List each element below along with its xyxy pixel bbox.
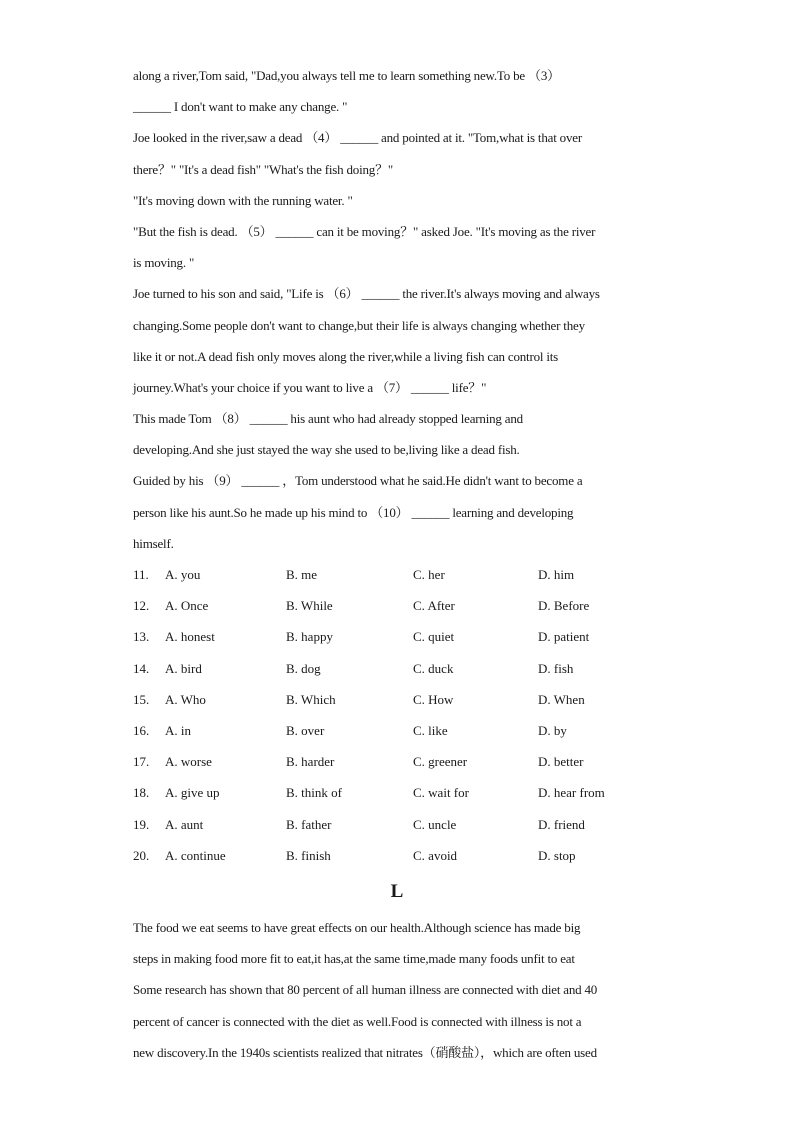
question-row: [133, 777, 673, 808]
question-number: 19.: [133, 816, 150, 832]
option-b: B. dog: [286, 660, 321, 676]
passage-line: there？" "It's a dead fish" "What's the fish doing？": [133, 161, 394, 177]
passage-line: Some research has shown that 80 percent of all human illness are connected with diet and 40: [133, 982, 598, 998]
option-b: B. finish: [286, 847, 331, 863]
option-a: A. aunt: [165, 816, 204, 832]
option-a: A. you: [165, 567, 201, 582]
option-a: A. Who: [165, 691, 206, 707]
passage-line: journey.What's your choice if you want to live a （7） ______ life？": [133, 379, 487, 395]
option-d: D. Before: [538, 598, 590, 614]
passage-line: is moving. ": [133, 255, 195, 271]
question-row: [133, 590, 673, 621]
passage-line: new discovery.In the 1940s scientists realized that nitrates（硝酸盐），which are often used: [133, 1044, 597, 1060]
passage-line: The food we eat seems to have great effects on our health.Although science has made big: [133, 920, 581, 935]
option-b: B. happy: [286, 629, 333, 645]
passage-line: steps in making food more fit to eat,it has,at the same time,made many foods unfit to eat: [133, 951, 575, 967]
option-a: A. give up: [165, 785, 220, 801]
question-number: 17.: [133, 754, 150, 770]
passage-line: ______ I don't want to make any change. ": [133, 99, 348, 115]
option-c: C. quiet: [413, 629, 455, 645]
option-c: C. greener: [413, 754, 468, 770]
option-c: C. duck: [413, 660, 454, 676]
question-row: [133, 684, 673, 715]
section-heading: L: [390, 881, 404, 902]
question-row: [133, 746, 673, 777]
option-b: B. think of: [286, 785, 342, 801]
passage-line: Guided by his （9） ______ ，Tom understood what he said.He didn't want to become a: [133, 473, 583, 489]
passage-line: percent of cancer is connected with the diet as well.Food is connected with illness is not a: [133, 1013, 582, 1029]
question-number: 14.: [133, 660, 150, 676]
option-d: D. stop: [538, 847, 576, 863]
passage-line: changing.Some people don't want to change,but their life is always changing whether they: [133, 317, 585, 333]
option-b: B. harder: [286, 754, 335, 770]
question-row: [133, 621, 673, 652]
passage-line: Joe turned to his son and said, "Life is （6） ______ the river.It's always moving and always: [133, 286, 600, 302]
question-row: [133, 809, 673, 840]
question-number: 18.: [133, 785, 150, 801]
passage-line: like it or not.A dead fish only moves along the river,while a living fish can control its: [133, 348, 559, 364]
option-d: D. patient: [538, 629, 590, 645]
option-a: A. honest: [165, 629, 215, 645]
question-number: 20.: [133, 847, 150, 863]
passage-line: "It's moving down with the running water. ": [133, 192, 353, 208]
option-d: D. better: [538, 754, 584, 770]
option-c: C. her: [413, 567, 445, 582]
question-row: [133, 840, 673, 871]
option-c: C. like: [413, 722, 448, 738]
option-b: B. father: [286, 816, 332, 832]
question-number: 11.: [133, 567, 149, 582]
option-a: A. Once: [165, 598, 209, 614]
option-c: C. uncle: [413, 816, 457, 832]
option-d: D. by: [538, 722, 567, 738]
option-b: B. Which: [286, 691, 336, 707]
option-b: B. over: [286, 722, 325, 738]
option-d: D. fish: [538, 660, 574, 676]
question-number: 15.: [133, 691, 150, 707]
option-d: D. friend: [538, 816, 585, 832]
passage-line: person like his aunt.So he made up his mind to （10） ______ learning and developing: [133, 504, 574, 520]
passage-line: developing.And she just stayed the way she used to be,living like a dead fish.: [133, 442, 520, 458]
option-c: C. avoid: [413, 847, 458, 863]
passage-cloze: [133, 60, 673, 871]
passage-line: himself.: [133, 535, 174, 551]
passage-line: This made Tom （8） ______ his aunt who had already stopped learning and: [133, 411, 523, 427]
passage-line: "But the fish is dead. （5） ______ can it be moving？" asked Joe. "It's moving as the river: [133, 223, 596, 239]
option-d: D. hear from: [538, 785, 605, 801]
option-d: D. him: [538, 567, 575, 582]
question-number: 12.: [133, 598, 150, 614]
option-b: B. While: [286, 598, 333, 614]
option-b: B. me: [286, 567, 318, 582]
option-a: A. worse: [165, 754, 212, 770]
option-a: A. in: [165, 722, 191, 738]
question-options-list: [133, 559, 673, 871]
question-row: [133, 653, 673, 684]
option-a: A. bird: [165, 660, 202, 676]
passage-reading: [133, 912, 673, 1068]
question-number: 16.: [133, 722, 150, 738]
option-c: C. How: [413, 691, 454, 707]
question-number: 13.: [133, 629, 150, 645]
passage-line: along a river,Tom said, "Dad,you always tell me to learn something new.To be （3）: [133, 68, 560, 83]
option-c: C. After: [413, 598, 455, 614]
option-c: C. wait for: [413, 785, 469, 801]
option-d: D. When: [538, 691, 585, 707]
passage-line: Joe looked in the river,saw a dead （4） ______ and pointed at it. "Tom,what is that over: [133, 130, 582, 146]
question-row: [133, 559, 673, 590]
option-a: A. continue: [165, 847, 226, 863]
question-row: [133, 715, 673, 746]
